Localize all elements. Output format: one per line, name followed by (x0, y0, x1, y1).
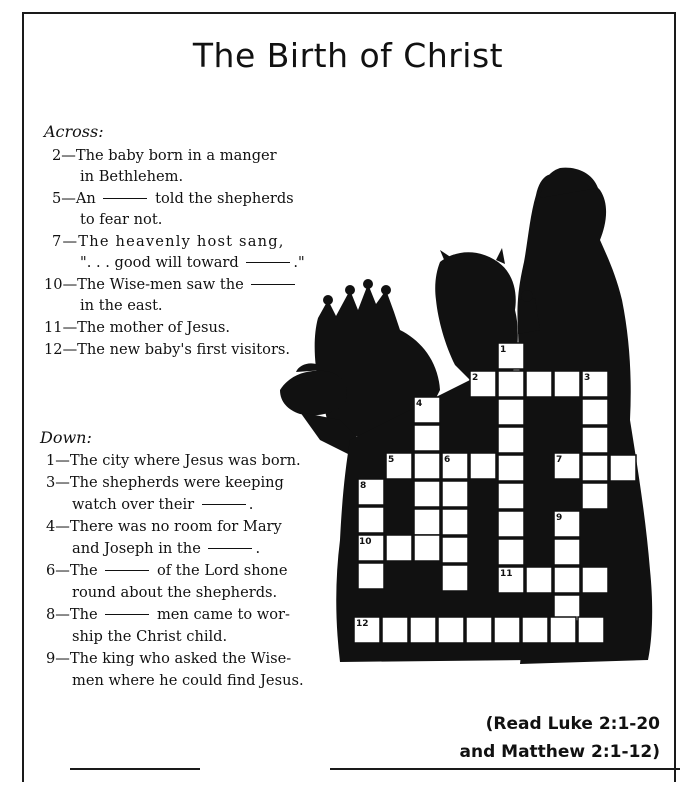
clue-text-cont: in the east. (80, 297, 163, 314)
across-clue-11: 11—The mother of Jesus. (44, 319, 231, 336)
clue-number: 12 (44, 341, 63, 358)
down-heading: Down: (40, 428, 92, 447)
clue-text-pre: The (69, 562, 98, 579)
cell-number-3: 3 (584, 373, 591, 383)
clue-text-pre: ". . . good will toward (80, 254, 239, 271)
scripture-reference (460, 710, 661, 766)
clue-text-post: told the shepherds (155, 190, 294, 207)
answer-blank (246, 262, 290, 263)
clue-text: The king who asked the Wise- (69, 650, 292, 667)
answer-blank (208, 548, 252, 549)
answer-blank (251, 284, 295, 285)
down-clue-1: 1—The city where Jesus was born. (46, 452, 301, 469)
cell-number-6: 6 (444, 455, 451, 465)
clue-number: 2 (52, 147, 62, 164)
clue-number: 3 (46, 474, 56, 491)
clue-text-cont: ship the Christ child. (72, 628, 228, 645)
clue-number: 6 (46, 562, 56, 579)
cell-number-2: 2 (472, 373, 479, 383)
reference-line-2: and Matthew 2:1-12) (459, 742, 660, 762)
clue-number: 7 (52, 233, 63, 250)
clue-text-post: of the Lord shone (156, 562, 288, 579)
clue-number: 5 (52, 190, 62, 207)
clue-text-post: . (255, 540, 261, 557)
clue-text-pre: An (75, 190, 96, 207)
answer-blank (202, 504, 246, 505)
answer-blank (103, 198, 147, 199)
clue-number: 8 (46, 606, 56, 623)
clue-text: The shepherds were keeping (69, 474, 284, 491)
cell-number-11: 11 (500, 569, 513, 579)
cell-number-10: 10 (359, 537, 372, 547)
clue-text: The city where Jesus was born. (69, 452, 301, 469)
cell-number-12: 12 (356, 619, 369, 629)
clue-number: 11 (44, 319, 63, 336)
answer-blank (105, 614, 149, 615)
reference-line-1: (Read Luke 2:1-20 (485, 714, 660, 734)
clue-text: The heavenly host sang, (78, 233, 285, 250)
clue-number: 4 (46, 518, 56, 535)
clue-text-pre: and Joseph in the (72, 540, 201, 557)
clue-text: The baby born in a manger (75, 147, 277, 164)
cell-number-1: 1 (500, 345, 507, 355)
clue-text: There was no room for Mary (69, 518, 282, 535)
across-heading: Across: (44, 122, 104, 141)
clue-number: 1 (46, 452, 56, 469)
clue-text-pre: The (69, 606, 98, 623)
clue-text-post: men came to wor- (156, 606, 290, 623)
clue-text-pre: watch over their (72, 496, 195, 513)
clue-text-cont: to fear not. (80, 211, 163, 228)
answer-blank (105, 570, 149, 571)
clue-text-cont: round about the shepherds. (72, 584, 278, 601)
clue-text-post: . (248, 496, 254, 513)
clue-text-pre: The Wise-men saw the (77, 276, 244, 293)
clue-number: 9 (46, 650, 56, 667)
cell-number-8: 8 (360, 481, 367, 491)
cell-number-5: 5 (388, 455, 395, 465)
clue-number: 10 (44, 276, 63, 293)
clue-text-post: ." (293, 254, 305, 271)
clue-text-cont: men where he could find Jesus. (72, 672, 304, 689)
clue-text: The mother of Jesus. (77, 319, 231, 336)
cell-number-9: 9 (556, 513, 563, 523)
page-title: The Birth of Christ (192, 36, 504, 75)
clue-text: The new baby's first visitors. (77, 341, 291, 358)
across-clue-12: 12—The new baby's first visitors. (44, 341, 291, 358)
clue-text-cont: in Bethlehem. (80, 168, 184, 185)
cell-number-7: 7 (556, 455, 563, 465)
cell-number-4: 4 (416, 399, 423, 409)
